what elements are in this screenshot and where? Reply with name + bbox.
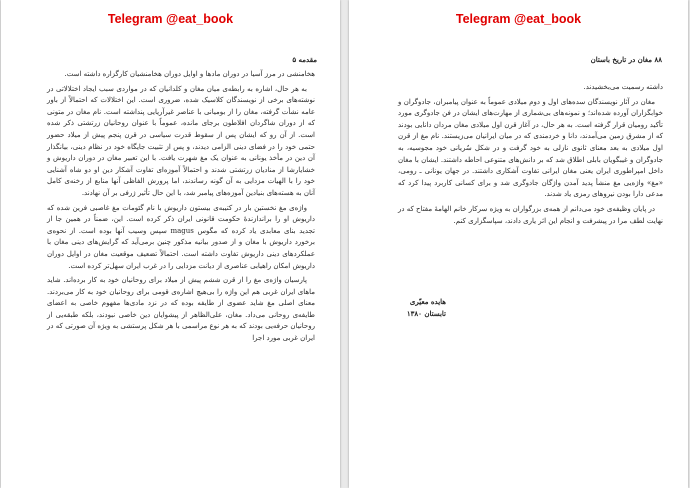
- paragraph: هخامنشی در مرز آسیا در دوران مادها و اوایل دوران هخامنشیان کارگزاره داشته است.: [64, 70, 315, 78]
- paragraph: در پایان وظیفه‌ی خود می‌دانم از همه‌ی بزرگواران به ویژه سرکار خانم الهامهٔ مفتاح که در نهایت لطف مرا در پیشرفت و انجام این اثر یاری دادند، سپاسگزاری کنم.: [398, 204, 663, 225]
- telegram-watermark: Telegram @eat_book: [107, 12, 234, 26]
- paragraph: پارسیان واژه‌ی مغ را از قرن ششم پیش از میلاد برای روحانیان خود به کار برده‌اند. شاید ماهای ایران غربی هم این واژه را بی‌هیچ اشاره‌ی قومی برای روحانیان خود به کار می‌بردند. معنای اصلی مغ شاید عضوی از طایفه بوده که در نزد مادی‌ها مفهوم خاصی به اعضای طایفه‌ی روحانی می‌داد. مغان، علی‌الظاهر از پیشوایان دین خاصی نبودند، بلکه طبقه‌یی از روحانیان حرفه‌یی بودند که به هر نوع مراسمی با هر شکل پرستشی به ویژه آن صورتی که در ایران غربی مورد اجرا: [47, 276, 315, 343]
- left-page: [1, 0, 340, 488]
- page-body: [47, 69, 315, 348]
- paragraph: واژه‌ی مغ نخستین بار در کتیبه‌ی بیستون داریوش با نام گئومات مغ غاصبی فرین شده که داریوش او را برانداز‌ندهٔ حکومت قانونی ایران ذکر کرده است. این، ضمناً در همین جا از تجدید بنای معابدی یاد کرده که مگوس magus سپس وسیب آنها بوده است. از نحوه‌ی برخورد داریوش با مغان و از صدور بیانیه مذکور چنین برمی‌آید که گرایش‌های دینی مغان با عملکردهای دینی داریوش تفاوت داشته است. احتمالاً تضعیف موقعیت مغان در اوایل دوران داریوش امکان راهیابی عناصری از دیانت مزدایی را در غرب ایران سهل‌تر کرده است.: [47, 203, 315, 270]
- running-head: مقدمه ۵: [292, 55, 317, 64]
- signature-block: [407, 296, 446, 320]
- signature-name: هایده معیّری: [409, 297, 446, 306]
- page-body: [398, 82, 663, 230]
- paragraph: مغان در آثار نویسندگان سده‌های اول و دوم میلادی عموماً به عنوان پیامبران، جادوگران و خوابگزاران آورده شده‌اند؛ و نمونه‌های بی‌شماری از مهارت‌های ایشان در فن جادوگری مورد تأکید رومیان قرار گرفته است. به هر حال، در آغاز قرن اول میلادی مغان مردان دانایی بودند که از مشرق زمین می‌آمدند، دانا و خردمندی که در میان ایرانیان می‌زیستند. نام مغ از قرن اول میلادی به بعد معنای ثانوی نازلی به خود گرفت و در شکل سُریانی خود مجوسیه، به جادوگران و غیبگویان بابلی اطلاق شد که بر دانش‌های متنوعی احاطه داشتند. ایشان با مغان داخل امپراطوری ایران یعنی مغان ایرانی تفاوت آشکاری داشتند. در جهان یونانی ـ رومی، «مغ» واژه‌یی مغ منشأ پدید آمدن واژگان جادوگری شد و برای کسانی کاربرد پیدا کرد که مدعی دارا بودن نیروهای رمزی یاد شدند.: [398, 97, 663, 199]
- running-head: ۸۸ مغان در تاریخ باستان: [590, 55, 662, 64]
- signature-date: تابستان ۱۳۸۰: [406, 309, 446, 318]
- right-page: [349, 0, 688, 488]
- paragraph: داشته رسمیت می‌بخشیدند.: [583, 83, 663, 91]
- paragraph: به هر حال، اشاره به رابطه‌ی میان مغان و کلدانیان که در مواردی سبب ایجاد اختلالاتی در نوشته‌های برخی از نویسندگان کلاسیک شده، ضروری است. این اختلالات که احتمالاً از باور عامه نشأت گرفته، مغان را از بومیانی با عناصر غیرآریایی پنداشته است. نام مغان در متونی که از دوران شاگردان افلاطون برجای مانده، عموماً با عنوان روحانیان زرتشتی ذکر شده است. از آن رو که ایشان پس از سقوط قدرت سیاسی در قرن پنجم پیش از میلاد حضور حتمی خود را در فضای دینی الزامی دیدند، و پس از تثبیت جایگاه خود در نظام دینی، بیانگذار آن دین در مأخذ یونانی به عنوان یک مغ شهرت یافت. با این تعبیر مغان در دوران داریوش و خشایارشا از منادیان زرتشتی شدند و احتمالاً آموزه‌ای تفاوت آشکار دین او دو شاه آشنایی خود را با الهیات مزدایی به آن گونه رساندند، اما پرورش الفاظی آنها منابع از رخنه‌ی کامل آنان به هسته‌های بنیادین آموزه‌های پیامبر شد، با این حال تأثیر ژرفی بر آن نهادند.: [47, 84, 315, 197]
- telegram-watermark: Telegram @eat_book: [455, 12, 582, 26]
